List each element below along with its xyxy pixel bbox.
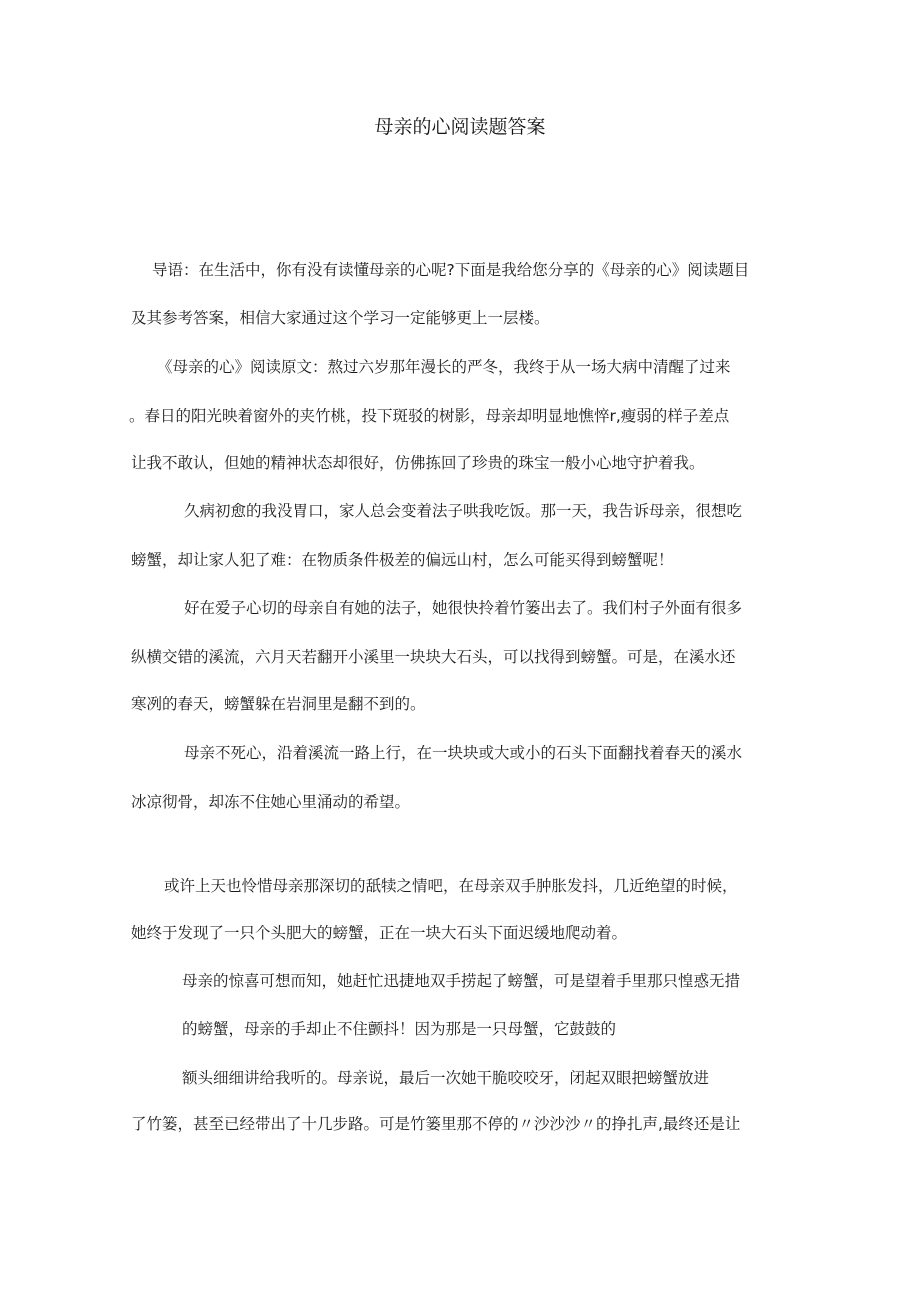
- paragraph-line: 螃蟹，却让家人犯了难：在物质条件极差的偏远山村，怎么可能买得到螃蟹呢！: [131, 551, 674, 569]
- paragraph-line: 让我不敢认，但她的精神状态却很好，仿佛拣回了珍贵的珠宝一般小心地守护着我。: [131, 454, 705, 472]
- paragraph-line: 导语：在生活中，你有没有读懂母亲的心呢?下面是我给您分享的《母亲的心》阅读题目: [152, 261, 750, 279]
- paragraph-line: 额头细细讲给我听的。母亲说，最后一次她干脆咬咬牙，闭起双眼把螃蟹放进: [182, 1069, 710, 1087]
- paragraph-line: 久病初愈的我没胃口，家人总会变着法子哄我吃饭。那一天，我告诉母亲，很想吃: [184, 502, 743, 520]
- paragraph-line: 母亲的惊喜可想而知，她赶忙迅捷地双手捞起了螃蟹，可是望着手里那只惶惑无措: [182, 972, 741, 990]
- paragraph-line: 的螃蟹，母亲的手却止不住颤抖！因为那是一只母蟹，它鼓鼓的: [182, 1020, 617, 1038]
- paragraph-line: 她终于发现了一只个头肥大的螃蟹，正在一块大石头下面迟缓地爬动着。: [131, 924, 628, 942]
- paragraph-line: 母亲不死心，沿着溪流一路上行，在一块块或大或小的石头下面翻找着春天的溪水: [184, 744, 743, 762]
- paragraph-line: 冰凉彻骨，却冻不住她心里涌动的希望。: [131, 793, 411, 811]
- page-title: 母亲的心阅读题答案: [374, 116, 546, 138]
- paragraph-line: 或许上天也怜惜母亲那深切的舐犊之情吧，在母亲双手肿胀发抖，几近绝望的时候，: [164, 877, 738, 895]
- paragraph-line: 了竹篓，甚至已经带出了十几步路。可是竹篓里那不停的〃沙沙沙〃的挣扎声,最终还是让: [131, 1115, 741, 1133]
- paragraph-line: 及其参考答案，相信大家通过这个学习一定能够更上一层楼。: [131, 309, 550, 327]
- paragraph-line: 《母亲的心》阅读原文：熬过六岁那年漫长的严冬，我终于从一场大病中清醒了过来: [157, 358, 731, 376]
- paragraph-line: 。春日的阳光映着窗外的夹竹桃，投下斑驳的树影，母亲却明显地憔悴r,瘦弱的样子差点: [129, 407, 730, 425]
- paragraph-line: 寒冽的春天，螃蟹躲在岩洞里是翻不到的。: [131, 695, 426, 713]
- paragraph-line: 纵横交错的溪流，六月天若翻开小溪里一块块大石头，可以找得到螃蟹。可是，在溪水还: [131, 648, 736, 666]
- paragraph-line: 好在爱子心切的母亲自有她的法子，她很快拎着竹篓出去了。我们村子外面有很多: [184, 599, 743, 617]
